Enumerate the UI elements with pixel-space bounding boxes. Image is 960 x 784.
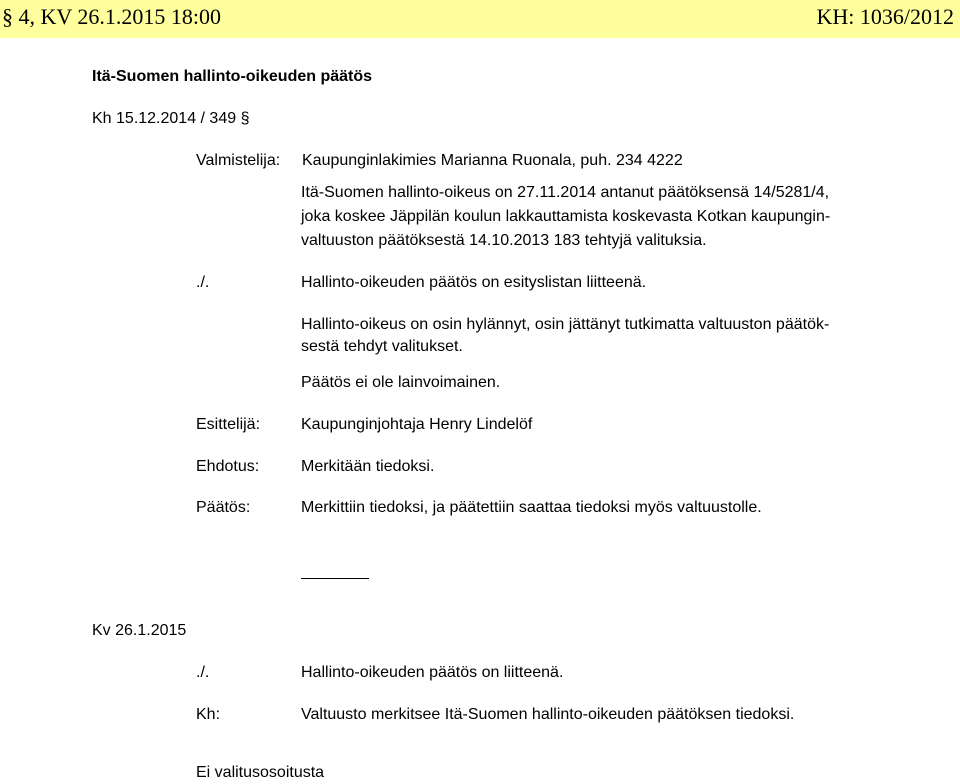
not-final-note: Päätös ei ole lainvoimainen. — [301, 374, 501, 391]
section-divider — [301, 578, 369, 579]
preparer-value: Kaupunginlakimies Marianna Ruonala, puh. 234 4222 — [302, 152, 683, 169]
attachment-marker: ./. — [196, 274, 210, 291]
page-title: Itä-Suomen hallinto-oikeuden päätös — [92, 68, 373, 85]
kv-attachment-note: Hallinto-oikeuden päätös on liitteenä. — [301, 664, 564, 681]
kv-attachment-marker: ./. — [196, 664, 210, 681]
case-number: KH: 1036/2012 — [816, 4, 954, 29]
decision-label: Päätös: — [196, 499, 251, 516]
body-line-1: Itä-Suomen hallinto-oikeus on 27.11.2014 antanut päätöksensä 14/5281/4, — [301, 184, 830, 201]
meeting-reference: § 4, KV 26.1.2015 18:00 — [2, 4, 221, 29]
preparer-label: Valmistelija: — [196, 152, 281, 169]
kv-kh-label: Kh: — [196, 706, 221, 723]
presenter-value: Kaupunginjohtaja Henry Lindelöf — [301, 416, 533, 433]
meeting-header-bar — [0, 0, 960, 38]
proposal-value: Merkitään tiedoksi. — [301, 458, 435, 475]
kv-date: Kv 26.1.2015 — [92, 622, 187, 639]
ruling-line-1: Hallinto-oikeus on osin hylännyt, osin jättänyt tutkimatta valtuuston päätök- — [301, 316, 830, 333]
kv-kh-value: Valtuusto merkitsee Itä-Suomen hallinto-oikeuden päätöksen tiedoksi. — [301, 706, 795, 723]
body-line-3: valtuuston päätöksestä 14.10.2013 183 tehtyjä valituksia. — [301, 232, 707, 249]
appeal-heading: Ei valitusosoitusta — [196, 764, 325, 781]
ruling-line-2: sestä tehdyt valitukset. — [301, 338, 463, 355]
presenter-label: Esittelijä: — [196, 416, 261, 433]
proposal-label: Ehdotus: — [196, 458, 260, 475]
attachment-note: Hallinto-oikeuden päätös on esityslistan liitteenä. — [301, 274, 647, 291]
body-line-2: joka koskee Jäppilän koulun lakkauttamista koskevasta Kotkan kaupungin- — [301, 208, 831, 225]
decision-value: Merkittiin tiedoksi, ja päätettiin saattaa tiedoksi myös valtuustolle. — [301, 499, 762, 516]
kh-reference: Kh 15.12.2014 / 349 § — [92, 110, 250, 127]
